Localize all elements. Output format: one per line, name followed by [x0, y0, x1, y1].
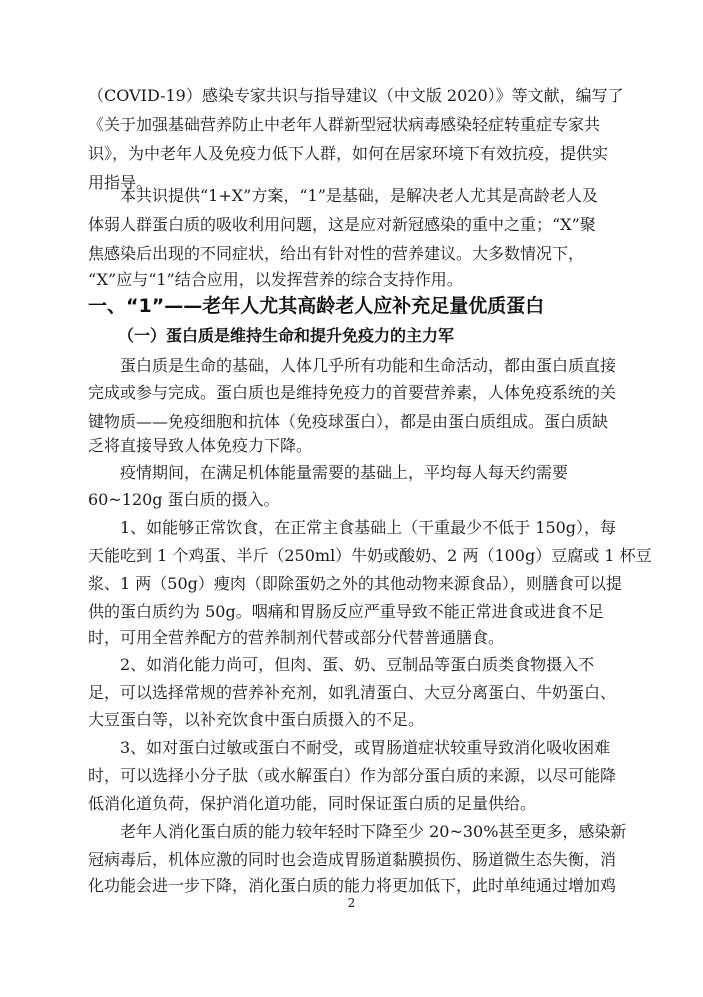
body-text-line: 天能吃到 1 个鸡蛋、半斤（250ml）牛奶或酸奶、2 两（100g）豆腐或 1 杯豆	[88, 546, 652, 565]
body-text-line: 老年人消化蛋白质的能力较年轻时下降至少 20~30%甚至更多，感染新	[120, 822, 627, 841]
body-text-line: 供的蛋白质约为 50g。咽痛和胃肠反应严重导致不能正常进食或进食不足	[88, 602, 604, 621]
body-text-line: 完成或参与完成。蛋白质也是维持免疫力的首要营养素，人体免疫系统的关	[88, 383, 617, 402]
page-number: 2	[347, 896, 356, 910]
body-text-line: 疫情期间，在满足机体能量需要的基础上，平均每人每天约需要	[120, 463, 569, 482]
body-text-line: 焦感染后出现的不同症状，给出有针对性的营养建议。大多数情况下，	[88, 244, 585, 263]
body-text-line: 用指导。	[88, 173, 153, 192]
body-text-line: （COVID-19）感染专家共识与指导建议（中文版 2020）》等文献，编写了	[88, 86, 624, 105]
body-text-line: 《关于加强基础营养防止中老年人群新型冠状病毒感染轻症转重症专家共	[88, 115, 601, 134]
body-text-line: 识》，为中老年人及免疫力低下人群，如何在居家环境下有效抗疫，提供实	[88, 144, 609, 163]
body-text-line: 化功能会进一步下降，消化蛋白质的能力将更加低下，此时单纯通过增加鸡	[88, 876, 617, 895]
body-text-line: 键物质——免疫细胞和抗体（免疫球蛋白），都是由蛋白质组成。蛋白质缺	[88, 412, 609, 431]
body-text-line: 1、如能够正常饮食，在正常主食基础上（干重最少不低于 150g），每	[120, 518, 617, 537]
body-text-line: “X”应与“1”结合应用，以发挥营养的综合支持作用。	[88, 270, 463, 289]
body-text-line: 时，可用全营养配方的营养制剂代替或部分代替普通膳食。	[88, 628, 505, 647]
body-text-line: 60~120g 蛋白质的摄入。	[88, 490, 280, 509]
body-text-line: 时，可以选择小分子肽（或水解蛋白）作为部分蛋白质的来源，以尽可能降	[88, 766, 617, 785]
body-text-line: 低消化道负荷，保护消化道功能，同时保证蛋白质的足量供给。	[88, 794, 537, 813]
body-text-line: 3、如对蛋白过敏或蛋白不耐受，或胃肠道症状较重导致消化吸收困难	[120, 738, 611, 757]
body-text-line: 体弱人群蛋白质的吸收利用问题，这是应对新冠感染的重中之重；“X”聚	[88, 215, 596, 234]
body-text-line: 2、如消化能力尚可，但肉、蛋、奶、豆制品等蛋白质类食物摄入不	[120, 655, 595, 674]
body-text-line: 本共识提供“1+X”方案，“1”是基础，是解决老人尤其是高龄老人及	[120, 186, 598, 205]
body-text-line: 乏将直接导致人体免疫力下降。	[88, 436, 313, 455]
body-text-line: 足，可以选择常规的营养补充剂，如乳清蛋白、大豆分离蛋白、牛奶蛋白、	[88, 683, 617, 702]
section-heading: 一、“1”——老年人尤其高龄老人应补充足量优质蛋白	[88, 295, 545, 317]
body-text-line: 蛋白质是生命的基础，人体几乎所有功能和生命活动，都由蛋白质直接	[120, 356, 617, 375]
body-text-line: 浆、1 两（50g）瘦肉（即除蛋奶之外的其他动物来源食品），则膳食可以提	[88, 574, 622, 593]
body-text-line: 大豆蛋白等，以补充饮食中蛋白质摄入的不足。	[88, 710, 425, 729]
subsection-heading: （一）蛋白质是维持生命和提升免疫力的主力军	[118, 326, 455, 345]
body-text-line: 冠病毒后，机体应激的同时也会造成胃肠道黏膜损伤、肠道微生态失衡，消	[88, 850, 617, 869]
